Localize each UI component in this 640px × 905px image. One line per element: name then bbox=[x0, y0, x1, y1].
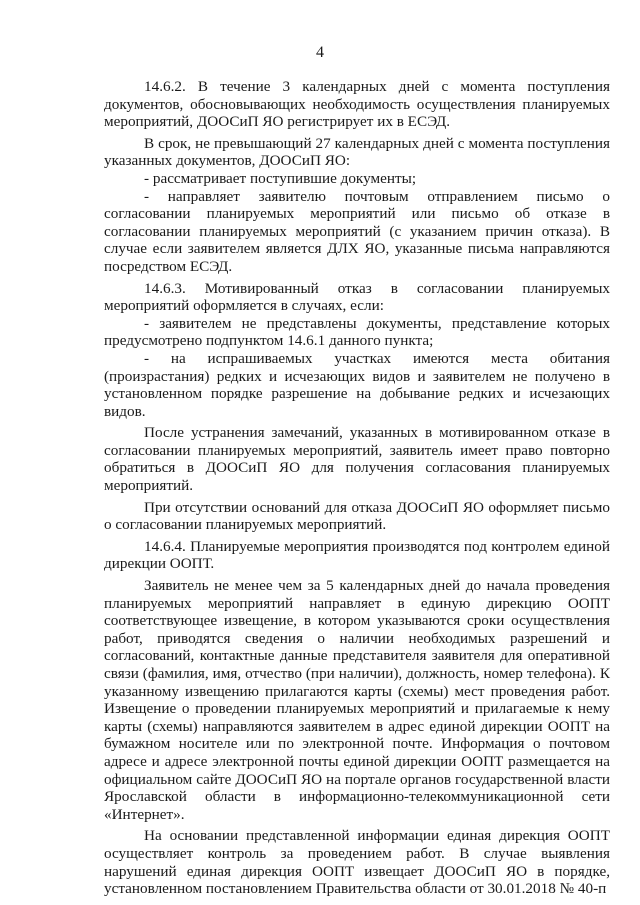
paragraph-after-remarks: После устранения замечаний, указанных в мотивированном отказе в согласовании планируемых мероприятий, заявитель имеет право повторно обратиться в ДООСиП ЯО для получения согласования планируемых мероприятий. bbox=[104, 424, 610, 495]
paragraph-14-6-2: 14.6.2. В течение 3 календарных дней с момента поступления документов, обосновывающих необходимость осуществления планируемых мероприятий, ДООСиП ЯО регистрирует их в ЕСЭД. bbox=[104, 78, 610, 131]
paragraph-notice: Заявитель не менее чем за 5 календарных дней до начала проведения планируемых мероприятий направляет в единую дирекцию ООПТ соответствующее извещение, в котором указываются сроки осуществления работ, приводятся сведения о наличии необходимых разрешений и согласований, контактные данные представителя заявителя для оперативной связи (фамилия, имя, отчество (при наличии), должность, номер телефона). К указанному извещению прилагаются карты (схемы) мест проведения работ. Извещение о проведении планируемых мероприятий и прилагаемые к нему карты (схемы) направляются заявителем в адрес единой дирекции ООПТ на бумажном носителе или по электронной почте. Информация о почтовом адресе и адресе электронной почты единой дирекции ООПТ размещается на официальном сайте ДООСиП ЯО на портале органов государственной власти Ярославской области в информационно-телекоммуникационной сети «Интернет». bbox=[104, 577, 610, 823]
paragraph-14-6-4: 14.6.4. Планируемые мероприятия производятся под контролем единой дирекции ООПТ. bbox=[104, 537, 610, 573]
document-body bbox=[104, 78, 610, 898]
paragraph-control: На основании представленной информации единая дирекция ООПТ осуществляет контроль за проведением работ. В случае выявления нарушений единая дирекция ООПТ извещает ДООСиП ЯО в порядке, установленном постановлением Правительства области от 30.01.2018 № 40-п bbox=[104, 827, 610, 898]
paragraph-review-term: В срок, не превышающий 27 календарных дней с момента поступления указанных документов, ДООСиП ЯО: bbox=[104, 134, 610, 170]
list-item-review-docs: - рассматривает поступившие документы; bbox=[144, 169, 417, 187]
paragraph-no-grounds: При отсутствии оснований для отказа ДООСиП ЯО оформляет письмо о согласовании планируемых мероприятий. bbox=[104, 498, 610, 534]
list-item-rare-species: - на испрашиваемых участках имеются места обитания (произрастания) редких и исчезающих видов и заявителем не получено в установленном порядке разрешение на добывание редких и исчезающих видов. bbox=[104, 349, 610, 420]
page-number: 4 bbox=[316, 44, 324, 61]
list-item-missing-docs: - заявителем не представлены документы, представление которых предусмотрено подпунктом 14.6.1 данного пункта; bbox=[104, 314, 610, 350]
list-item-send-letter: - направляет заявителю почтовым отправлением письмо о согласовании планируемых мероприятий или письмо об отказе в согласовании планируемых мероприятий (с указанием причин отказа). В случае если заявителем является ДЛХ ЯО, указанные письма направляются посредством ЕСЭД. bbox=[104, 187, 610, 275]
paragraph-14-6-3: 14.6.3. Мотивированный отказ в согласовании планируемых мероприятий оформляется в случаях, если: bbox=[104, 279, 610, 315]
